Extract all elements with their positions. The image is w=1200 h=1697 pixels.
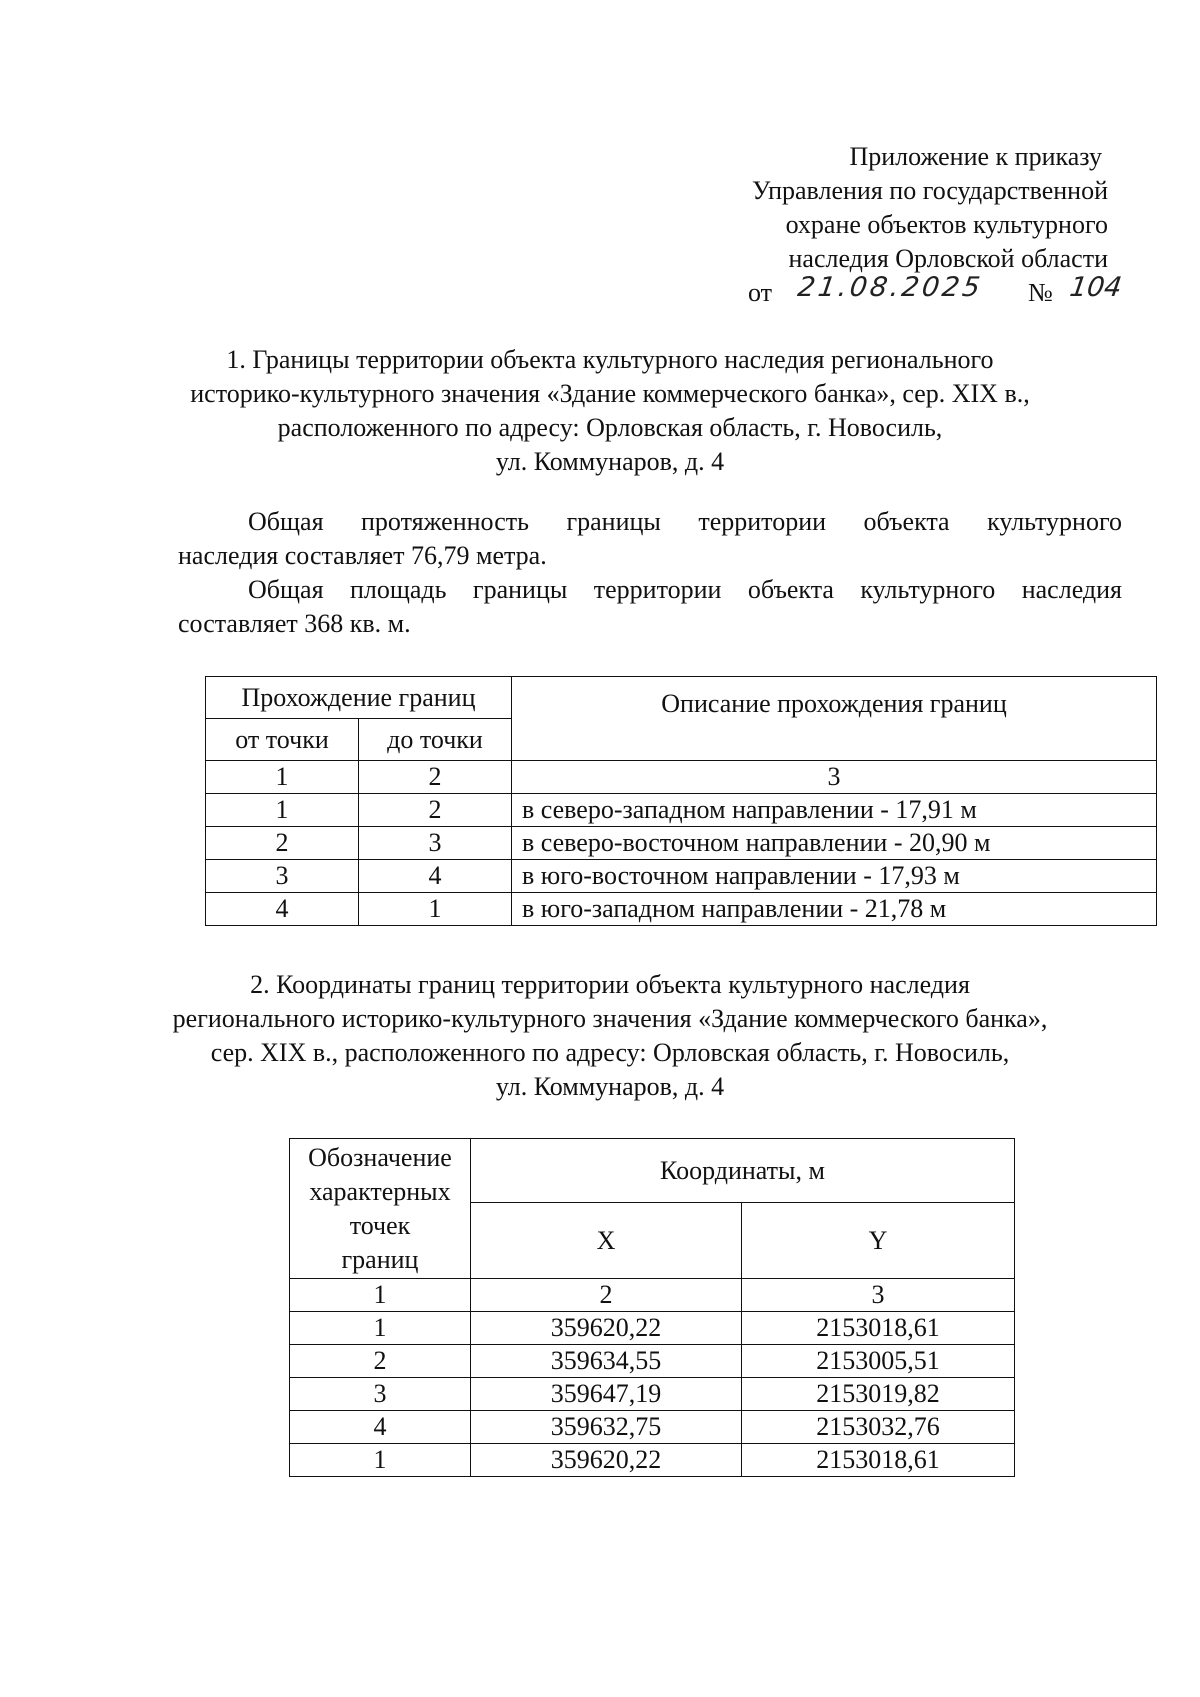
header-from: от точки bbox=[206, 719, 359, 761]
table-cell: 1 bbox=[359, 893, 512, 926]
total-length-paragraph bbox=[178, 505, 1122, 573]
table-cell: 4 bbox=[359, 860, 512, 893]
header-designation bbox=[290, 1139, 471, 1279]
table-cell: 4 bbox=[206, 893, 359, 926]
table-cell: 3 bbox=[512, 761, 1157, 794]
table-row bbox=[290, 1312, 1015, 1345]
paragraph-text: Общая протяженность границы территории объекта культурного bbox=[248, 507, 1122, 536]
handwritten-number: 104 bbox=[1067, 272, 1124, 303]
table-cell: 1 bbox=[290, 1444, 471, 1477]
heading-line: сер. XIX в., расположенного по адресу: Орловская область, г. Новосиль, bbox=[210, 1038, 1010, 1067]
table-cell: 1 bbox=[206, 761, 359, 794]
order-date-number bbox=[698, 272, 1124, 312]
header-text: точек bbox=[349, 1211, 411, 1240]
table-cell: 2 bbox=[206, 827, 359, 860]
table-cell: 2 bbox=[471, 1279, 742, 1312]
handwritten-date: 21.08.2025 bbox=[795, 272, 985, 303]
header-group: Прохождение границ bbox=[206, 677, 512, 719]
heading-line: регионального историко-культурного значения «Здание коммерческого банка», bbox=[172, 1004, 1048, 1033]
table-cell: 2153018,61 bbox=[742, 1312, 1015, 1345]
table-cell: 4 bbox=[290, 1411, 471, 1444]
table-cell: в юго-западном направлении - 21,78 м bbox=[512, 893, 1157, 926]
table-cell: 2153032,76 bbox=[742, 1411, 1015, 1444]
table-cell: 1 bbox=[206, 794, 359, 827]
table-cell: в северо-западном направлении - 17,91 м bbox=[512, 794, 1157, 827]
header-description: Описание прохождения границ bbox=[512, 677, 1157, 761]
total-area-paragraph bbox=[178, 573, 1122, 641]
table-row bbox=[290, 1411, 1015, 1444]
table-cell: 2153005,51 bbox=[742, 1345, 1015, 1378]
table-cell: 359632,75 bbox=[471, 1411, 742, 1444]
header-coordinates: Координаты, м bbox=[471, 1139, 1015, 1203]
header-line: Приложение к приказу bbox=[849, 142, 1102, 171]
table-cell: 1 bbox=[290, 1312, 471, 1345]
section1-heading bbox=[170, 343, 1050, 479]
table-row bbox=[290, 1345, 1015, 1378]
paragraph-text: составляет 368 кв. м. bbox=[178, 609, 411, 638]
heading-line: историко-культурного значения «Здание коммерческого банка», сер. XIX в., bbox=[190, 379, 1030, 408]
table-cell: 359647,19 bbox=[471, 1378, 742, 1411]
header-line: охране объектов культурного bbox=[785, 210, 1108, 239]
header-text: границ bbox=[341, 1245, 419, 1274]
date-prefix: от bbox=[748, 278, 773, 307]
appendix-header bbox=[648, 140, 1108, 276]
paragraph-text: наследия составляет 76,79 метра. bbox=[178, 541, 547, 570]
heading-line: ул. Коммунаров, д. 4 bbox=[495, 447, 725, 476]
table-cell: в юго-восточном направлении - 17,93 м bbox=[512, 860, 1157, 893]
paragraph-text: Общая площадь границы территории объекта культурного наследия bbox=[248, 575, 1122, 604]
table-row bbox=[206, 860, 1157, 893]
coordinates-table bbox=[289, 1138, 1015, 1477]
number-prefix: № bbox=[1028, 278, 1053, 307]
table-row bbox=[206, 893, 1157, 926]
header-text: характерных bbox=[309, 1177, 451, 1206]
header-line: Управления по государственной bbox=[751, 176, 1108, 205]
header-x: X bbox=[471, 1203, 742, 1279]
table-cell: 1 bbox=[290, 1279, 471, 1312]
table-row bbox=[206, 827, 1157, 860]
numbering-row bbox=[290, 1279, 1015, 1312]
heading-line: ул. Коммунаров, д. 4 bbox=[495, 1072, 725, 1101]
table-cell: 359620,22 bbox=[471, 1444, 742, 1477]
header-y: Y bbox=[742, 1203, 1015, 1279]
table-cell: 3 bbox=[206, 860, 359, 893]
table-cell: 3 bbox=[359, 827, 512, 860]
section2-heading bbox=[170, 968, 1050, 1104]
table-cell: 359620,22 bbox=[471, 1312, 742, 1345]
table-cell: 2 bbox=[290, 1345, 471, 1378]
table-cell: 3 bbox=[742, 1279, 1015, 1312]
numbering-row bbox=[206, 761, 1157, 794]
table-row bbox=[290, 1378, 1015, 1411]
table-cell: в северо-восточном направлении - 20,90 м bbox=[512, 827, 1157, 860]
table-cell: 3 bbox=[290, 1378, 471, 1411]
heading-line: 1. Границы территории объекта культурного наследия регионального bbox=[226, 345, 994, 374]
header-text: Обозначение bbox=[308, 1143, 452, 1172]
heading-line: расположенного по адресу: Орловская область, г. Новосиль, bbox=[277, 413, 943, 442]
header-line: наследия Орловской области bbox=[788, 244, 1108, 273]
table-cell: 2153018,61 bbox=[742, 1444, 1015, 1477]
table-cell: 2153019,82 bbox=[742, 1378, 1015, 1411]
table-cell: 2 bbox=[359, 794, 512, 827]
table-row bbox=[290, 1444, 1015, 1477]
table-cell: 2 bbox=[359, 761, 512, 794]
table-row bbox=[206, 794, 1157, 827]
boundary-description-table bbox=[205, 676, 1157, 926]
table-cell: 359634,55 bbox=[471, 1345, 742, 1378]
header-to: до точки bbox=[359, 719, 512, 761]
heading-line: 2. Координаты границ территории объекта культурного наследия bbox=[250, 970, 970, 999]
